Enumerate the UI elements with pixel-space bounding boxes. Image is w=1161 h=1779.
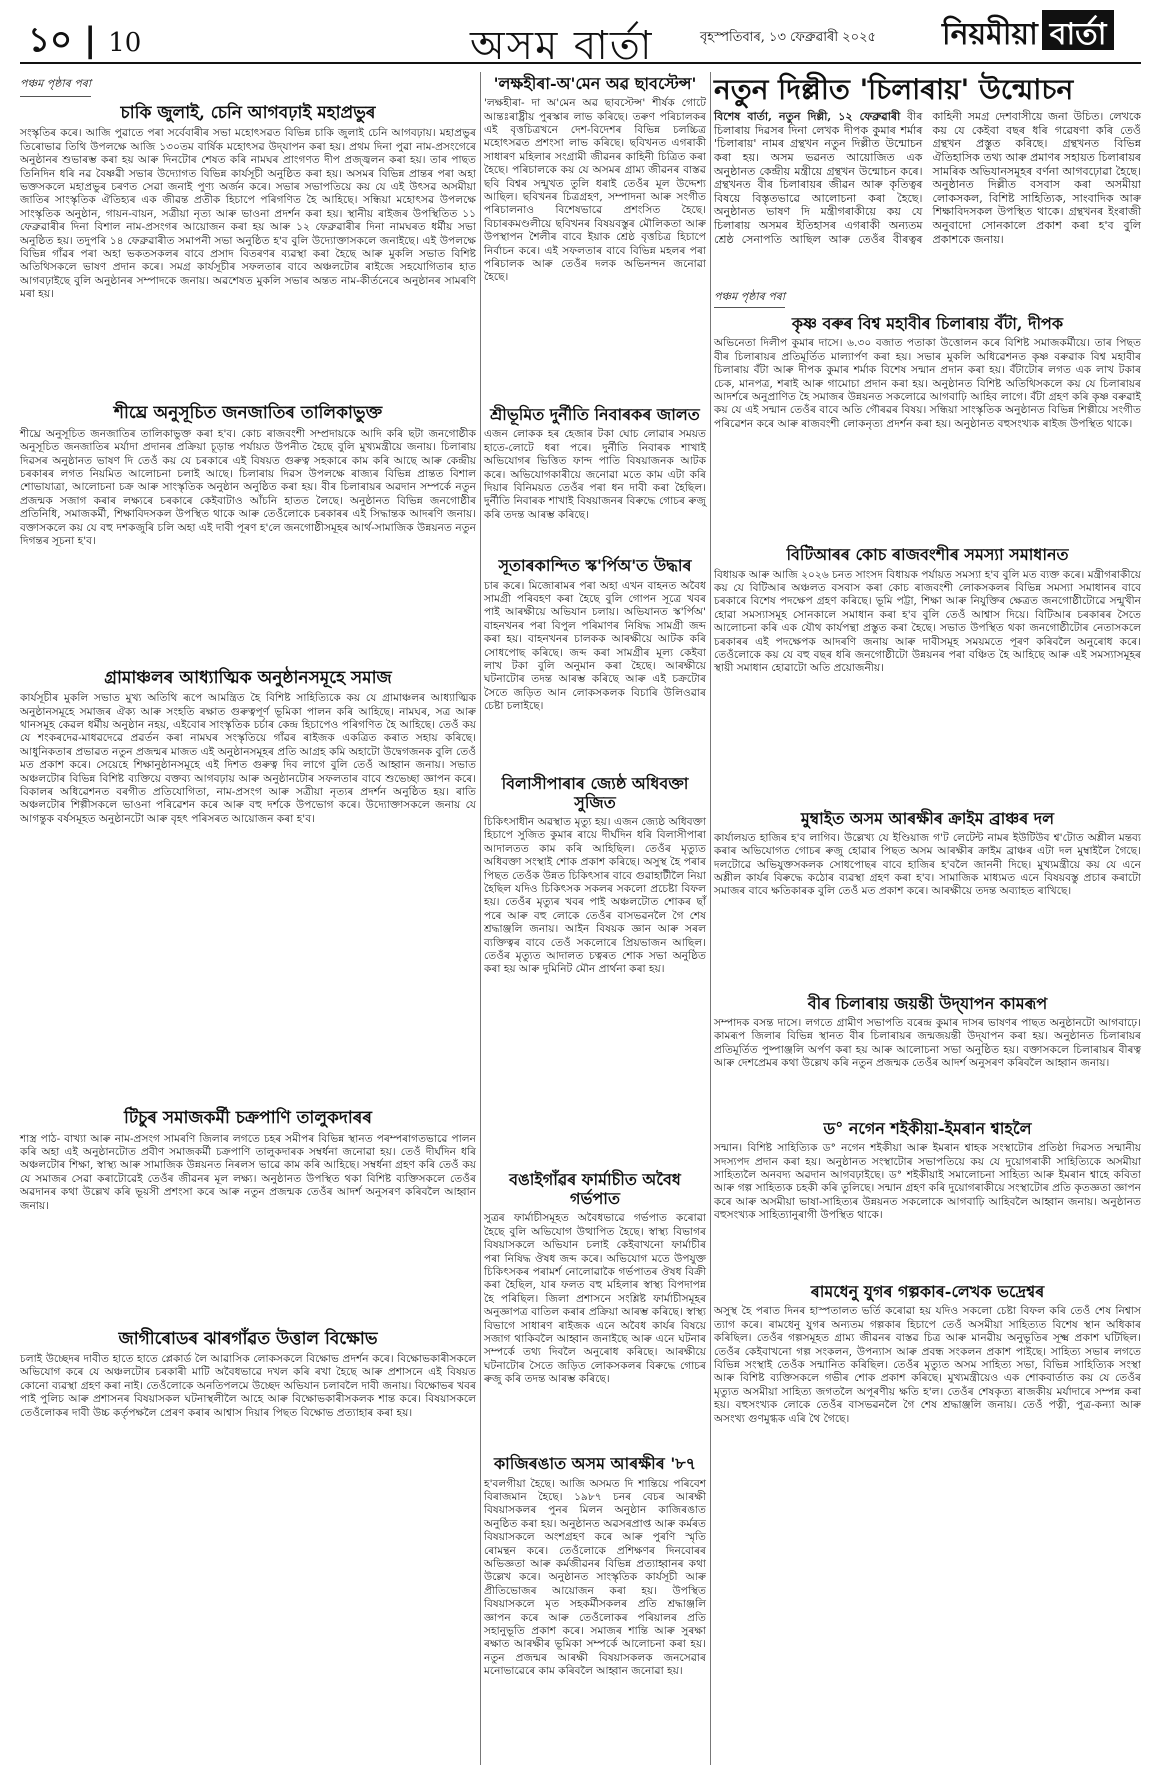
column-divider: [480, 72, 481, 1765]
article-mumbai: [714, 809, 1141, 986]
article-body: কাৰ্যালয়ত হাজিৰ হ'ব লাগিব। উল্লেখ্য যে ইণ্ডিয়াজ গ'ট লেটেন্ট নামৰ ইউটিউব শ্ব'টোত অশ্লীল মন্তব্য কৰাৰ অভিযোগত গোচৰ ৰুজু হোৱাৰ পিছত অসম আৰক্ষীৰ ক্ৰাইম ব্ৰাঞ্চৰ এটা দল মুম্বাইলৈ গৈছে। দলটোৱে অভিযুক্তসকলক সোধপোছৰ বাবে হাজিৰ হ'বলৈ জাননী দিছে। মুখ্যমন্ত্ৰীয়ে কয় যে এনে অশ্লীল কাৰ্যৰ বিৰুদ্ধে কঠোৰ ব্যৱস্থা গ্ৰহণ কৰা হ'ব। সামাজিক মাধ্যমত এনে বিষয়বস্তু প্ৰচাৰ কৰাটো সমাজৰ বাবে ক্ষতিকাৰক বুলি তেওঁ মত প্ৰকাশ কৰে। আৰক্ষীয়ে তদন্ত অব্যাহত ৰাখিছে।: [714, 831, 1141, 898]
dateline: বৃহস্পতিবাৰ, ১৩ ফেব্ৰুৱাৰী ২০২৫: [700, 30, 876, 45]
headline: গ্ৰামাঞ্চলৰ আধ্যাত্মিক অনুষ্ঠানসমূহে সমাজ: [104, 667, 392, 688]
article-lead-chilarai: [714, 74, 1141, 276]
section-title: অসম বাৰ্তা: [470, 23, 654, 69]
article-body: 'লক্ষহীৰা- দা অ'মেন অৱ ছাবস্টেন্স' শীৰ্ষক গোটে আন্তঃৰাষ্ট্ৰীয় পুৰস্কাৰ লাভ কৰিছে। তৰুণ পৰিচালকৰ এই বৃত্তচিত্ৰখনে দেশ-বিদেশৰ বিভিন্ন চলচ্চিত্ৰ মহোৎসৱত প্ৰশংসা লাভ কৰিছে। ছবিখনত এগৰাকী সাধাৰণ মহিলাৰ সংগ্ৰামী জীৱনৰ কাহিনী চিত্ৰিত কৰা হৈছে। পৰিচালকে কয় যে অসমৰ গ্ৰাম্য জীৱনৰ বাস্তৱ ছবি বিশ্বৰ সন্মুখত তুলি ধৰাই তেওঁৰ মূল উদ্দেশ্য আছিল। ছবিখনৰ চিত্ৰগ্ৰহণ, সম্পাদনা আৰু সংগীত পৰিচালনাও বিশেষভাৱে প্ৰশংসিত হৈছে। বিচাৰকমণ্ডলীয়ে ছবিখনৰ বিষয়বস্তুৰ মৌলিকতা আৰু উপস্থাপন শৈলীৰ বাবে ইয়াক শ্ৰেষ্ঠ বৃত্তচিত্ৰ হিচাপে নিৰ্বাচন কৰে। এই সফলতাৰ বাবে বিভিন্ন মহলৰ পৰা পৰিচালক আৰু তেওঁৰ দলক অভিনন্দন জনোৱা হৈছে।: [484, 97, 706, 284]
article-body: চিকিৎসাধীন অৱস্থাত মৃত্যু হয়। এজন জ্যেষ্ঠ অধিবক্তা হিচাপে সুজিত কুমাৰ ৰায়ে দীৰ্ঘদিন ধৰি বিলাসীপাৰা আদালতত কাম কৰি আহিছিল। তেওঁৰ মৃত্যুত অধিবক্তা সংস্থাই শোক প্ৰকাশ কৰিছে। অসুস্থ হৈ পৰাৰ পিছত তেওঁক উন্নত চিকিৎসাৰ বাবে গুৱাহাটীলৈ নিয়া হৈছিল যদিও চিকিৎসক সকলৰ সকলো প্ৰচেষ্টা বিফল হয়। তেওঁৰ মৃত্যুৰ খবৰ পাই অঞ্চলটোত শোকৰ ছাঁ পৰে আৰু বহু লোকে তেওঁৰ বাসভৱনলৈ গৈ শেষ শ্ৰদ্ধাঞ্জলি জনায়। আইন বিষয়ক জ্ঞান আৰু সৰল ব্যক্তিত্বৰ বাবে তেওঁ সকলোৰে প্ৰিয়ভাজন আছিল। তেওঁৰ মৃত্যুত আদালত চত্বৰত শোক সভা অনুষ্ঠিত কৰা হয় আৰু দুমিনিট মৌন প্ৰাৰ্থনা কৰা হয়।: [484, 815, 706, 976]
lead-body: বিশেষ বাৰ্তা, নতুন দিল্লী, ১২ ফেব্ৰুৱাৰী বীৰ চিলাৰায় দিৱসৰ দিনা লেখক দীপক কুমাৰ শৰ্মাৰ 'চিলাৰায়' নামৰ গ্ৰন্থখন নতুন দিল্লীত উন্মোচন কৰা হয়। অসম ভৱনত আয়োজিত এক অনুষ্ঠানত কেন্দ্ৰীয় মন্ত্ৰীয়ে গ্ৰন্থখন উন্মোচন কৰে। গ্ৰন্থখনত বীৰ চিলাৰায়ৰ জীৱন আৰু কৃতিত্বৰ বিষয়ে বিস্তৃতভাৱে আলোচনা কৰা হৈছে। অনুষ্ঠানত ভাষণ দি মন্ত্ৰীগৰাকীয়ে কয় যে চিলাৰায় অসমৰ ইতিহাসৰ এগৰাকী অন্যতম শ্ৰেষ্ঠ সেনাপতি আছিল আৰু তেওঁৰ বীৰত্বৰ কাহিনী সমগ্ৰ দেশবাসীয়ে জনা উচিত। লেখকে কয় যে কেইবা বছৰ ধৰি গৱেষণা কৰি তেওঁ গ্ৰন্থখন প্ৰস্তুত কৰিছে। গ্ৰন্থখনত বিভিন্ন ঐতিহাসিক তথ্য আৰু প্ৰমাণৰ সহায়ত চিলাৰায়ৰ সামৰিক অভিযানসমূহৰ বৰ্ণনা আগবঢ়োৱা হৈছে। অনুষ্ঠানত দিল্লীত বসবাস কৰা অসমীয়া লোকসকল, বিশিষ্ট সাহিত্যিক, সাংবাদিক আৰু শিক্ষাবিদসকল উপস্থিত থাকে। গ্ৰন্থখনৰ ইংৰাজী অনুবাদো সোনকালে প্ৰকাশ কৰা হ'ব বুলি প্ৰকাশকে জনায়।: [714, 110, 1141, 246]
article-body: অসুস্থ হৈ পৰাত দিনৰ হাস্পতালত ভৰ্তি কৰোৱা হয় যদিও সকলো চেষ্টা বিফল কৰি তেওঁ শেষ নিশ্বাস ত্যাগ কৰে। ৰামধেনু যুগৰ অন্যতম গল্পকাৰ হিচাপে তেওঁ অসমীয়া সাহিত্যত বিশেষ স্থান অধিকাৰ কৰিছিল। তেওঁৰ গল্পসমূহত গ্ৰাম্য জীৱনৰ বাস্তৱ চিত্ৰ আৰু মানৱীয় অনুভূতিৰ সূক্ষ্ম প্ৰকাশ ঘটিছিল। তেওঁৰ কেইবাখনো গল্প সংকলন, উপন্যাস আৰু প্ৰবন্ধ সংকলন প্ৰকাশ পাইছে। সাহিত্য সভাৰ লগতে বিভিন্ন সংস্থাই তেওঁক সন্মানিত কৰিছিল। তেওঁৰ মৃত্যুত অসম সাহিত্য সভা, বিভিন্ন সাহিত্যিক সংস্থা আৰু বিশিষ্ট ব্যক্তিসকলে গভীৰ শোক প্ৰকাশ কৰিছে। মুখ্যমন্ত্ৰীয়েও এক শোকবাৰ্তাত কয় যে তেওঁৰ মৃত্যুত অসমীয়া সাহিত্য জগতলৈ অপূৰণীয় ক্ষতি হ'ল। তেওঁৰ শেষকৃত্য ৰাজকীয় মৰ্যাদাৰে সম্পন্ন কৰা হয়। বহুসংখ্যক লোকে তেওঁৰ বাসভৱনলৈ গৈ শেষ শ্ৰদ্ধাঞ্জলি জনায়। তেওঁ পত্নী, পুত্ৰ-কন্যা আৰু অসংখ্য গুণমুগ্ধক এৰি থৈ গৈছে।: [714, 1305, 1141, 1425]
article-body: কাৰ্যসূচীৰ মুকলি সভাত মুখ্য অতিথি ৰূপে আমন্ত্ৰিত হৈ বিশিষ্ট সাহিত্যিকে কয় যে গ্ৰামাঞ্চলৰ আধ্যাত্মিক অনুষ্ঠানসমূহে সমাজৰ ঐক্য আৰু সংহতি ৰক্ষাত গুৰুত্বপূৰ্ণ ভূমিকা পালন কৰি আহিছে। নামঘৰ, সত্ৰ আৰু থানসমূহ কেৱল ধৰ্মীয় অনুষ্ঠান নহয়, এইবোৰ সাংস্কৃতিক চৰ্চাৰ কেন্দ্ৰ হিচাপেও পৰিগণিত হৈ আহিছে। তেওঁ কয় যে শংকৰদেৱ-মাধৱদেৱে প্ৰৱৰ্তন কৰা নামঘৰ সংস্কৃতিয়ে গাঁৱৰ ৰাইজক একত্ৰিত কৰাত সহায় কৰিছে। আধুনিকতাৰ প্ৰভাৱত নতুন প্ৰজন্মৰ মাজত এই অনুষ্ঠানসমূহৰ প্ৰতি আগ্ৰহ কমি অহাটো উদ্বেগজনক বুলি তেওঁ মত প্ৰকাশ কৰে। সেয়েহে শিক্ষানুষ্ঠানসমূহে এই দিশত গুৰুত্ব দিব লাগে বুলি তেওঁ আহ্বান জনায়। সভাত অঞ্চলটোৰ বিভিন্ন বিশিষ্ট ব্যক্তিয়ে বক্তব্য আগবঢ়ায় আৰু অনুষ্ঠানটোৰ সফলতাৰ বাবে শুভেচ্ছা জ্ঞাপন কৰে। বিকালৰ অধিৱেশনত বৰগীত প্ৰতিযোগিতা, নাম-প্ৰসংগ আৰু সত্ৰীয়া নৃত্যৰ প্ৰদৰ্শন অনুষ্ঠিত হয়। ৰাতি অঞ্চলটোৰ শিল্পীসকলে ভাওনা পৰিৱেশন কৰে আৰু বহু দৰ্শকে উপভোগ কৰে। উদ্যোক্তাসকলে জনায় যে আগন্তুক বৰ্ষসমূহত অনুষ্ঠানটো আৰু বৃহৎ পৰিসৰত আয়োজন কৰা হ'ব।: [20, 692, 476, 825]
article-body: এজন লোকক হৰ হেজাৰ টকা ঘোচ লোৱাৰ সময়ত হাতে-লোটে ধৰা পৰে। দুৰ্নীতি নিবাৰক শাখাই অভিযোগৰ ভিত্তিত ফান্দ পাতি বিষয়াজনক আটক কৰে। অভিযোগকাৰীয়ে জনোৱা মতে কাম এটা কৰি দিয়াৰ বিনিময়ত তেওঁৰ পৰা ধন দাবী কৰা হৈছিল। দুৰ্নীতি নিবাৰক শাখাই বিষয়াজনৰ বিৰুদ্ধে গোচৰ ৰুজু কৰি তদন্ত আৰম্ভ কৰিছে।: [484, 428, 706, 521]
continued-label: পঞ্চম পৃষ্ঠাৰ পৰা: [714, 288, 785, 308]
article-mahaprabhu: [20, 72, 476, 395]
headline: কাজিৰঙাত অসম আৰক্ষীৰ '৮৭: [493, 1454, 697, 1474]
byline: বিশেষ বাৰ্তা, নতুন দিল্লী, ১২ ফেব্ৰুৱাৰী: [714, 110, 901, 124]
headline: শ্ৰীভূমিত দুৰ্নীতি নিবাৰকৰ জালত: [490, 405, 700, 425]
article-lakshahira: [484, 74, 706, 397]
article-rural-spiritual: [20, 668, 476, 1100]
headline: বীৰ চিলাৰায় জয়ন্তী উদ্‌যাপন কামৰূপ: [807, 993, 1048, 1013]
column-left: [20, 72, 476, 1509]
article-chakrapani: [20, 1108, 476, 1320]
newspaper-logo: নিয়মীয়া বাৰ্তা: [938, 10, 1114, 50]
article-body: হ'বলগীয়া হৈছে। আজি অসমত দি শান্তিয়ে পৰিবেশ বিৰাজমান হৈছে। ১৯৮৭ চনৰ বেচৰ আৰক্ষী বিষয়াসকলৰ পুনৰ মিলন অনুষ্ঠান কাজিৰঙাত অনুষ্ঠিত কৰা হয়। অনুষ্ঠানত অৱসৰপ্ৰাপ্ত আৰু কৰ্মৰত বিষয়াসকলে অংশগ্ৰহণ কৰে আৰু পুৰণি স্মৃতি ৰোমন্থন কৰে। তেওঁলোকে প্ৰশিক্ষণৰ দিনবোৰৰ অভিজ্ঞতা আৰু কৰ্মজীৱনৰ বিভিন্ন প্ৰত্যাহ্বানৰ কথা উল্লেখ কৰে। অনুষ্ঠানত সাংস্কৃতিক কাৰ্যসূচী আৰু প্ৰীতিভোজৰ আয়োজন কৰা হয়। উপস্থিত বিষয়াসকলে মৃত সহকৰ্মীসকলৰ প্ৰতি শ্ৰদ্ধাঞ্জলি জ্ঞাপন কৰে আৰু তেওঁলোকৰ পৰিয়ালৰ প্ৰতি সহানুভূতি প্ৰকাশ কৰে। সমাজৰ শান্তি আৰু সুৰক্ষা ৰক্ষাত আৰক্ষীৰ ভূমিকা সম্পৰ্কে আলোচনা কৰা হয়। নতুন প্ৰজন্মৰ আৰক্ষী বিষয়াসকলক জনসেৱাৰ মনোভাৱেৰে কাম কৰিবলৈ আহ্বান জনোৱা হয়।: [484, 1477, 706, 1678]
article-sutarkandi: [484, 556, 706, 765]
headline: বঙাইগাঁৱৰ ফাৰ্মাচীত অবৈধ গৰ্ভপাত: [509, 1169, 681, 1209]
masthead-rule: [20, 62, 1141, 64]
article-krishna-barua: [714, 314, 1141, 537]
article-body: চাৰ কৰে। মিজোৰামৰ পৰা অহা এখন বাহনত অবৈধ সামগ্ৰী পৰিবহণ কৰা হৈছে বুলি গোপন সূত্ৰে খবৰ পাই আৰক্ষীয়ে অভিযান চলায়। অভিযানত স্ক'ৰ্পিঅ' বাহনখনৰ পৰা বিপুল পৰিমাণৰ নিষিদ্ধ সামগ্ৰী জব্দ কৰা হয়। বাহনখনৰ চালকক আৰক্ষীয়ে আটক কৰি সোধপোছ কৰিছে। জব্দ কৰা সামগ্ৰীৰ মূল্য কেইবা লাখ টকা বুলি অনুমান কৰা হৈছে। আৰক্ষীয়ে ঘটনাটোৰ তদন্ত আৰম্ভ কৰিছে আৰু এই চক্ৰটোৰ সৈতে জড়িত আন লোকসকলক বিচাৰি উলিওৱাৰ চেষ্টা চলাইছে।: [484, 579, 706, 713]
page-number: ১০ | 10: [28, 20, 142, 60]
column-right: [714, 72, 1141, 1639]
headline: জাগীৰোডৰ ঝাৰগাঁৱত উত্তাল বিক্ষোভ: [118, 1328, 378, 1349]
headline: ৰামধেনু যুগৰ গল্পকাৰ-লেখক ভদ্ৰেশ্বৰ: [810, 1282, 1045, 1302]
article-body: চলাই উচ্ছেদৰ দাবীত হাতে হাতে প্লেকাৰ্ড লৈ আৱাসিক লোকসকলে বিক্ষোভ প্ৰদৰ্শন কৰে। বিক্ষোভকাৰীসকলে অভিযোগ কৰে যে অঞ্চলটোৰ চৰকাৰী মাটি অবৈধভাৱে দখল কৰি ৰখা হৈছে আৰু প্ৰশাসনে এই বিষয়ত কোনো ব্যৱস্থা গ্ৰহণ কৰা নাই। তেওঁলোকে অনতিপলমে উচ্ছেদ অভিযান চলাবলৈ দাবী জনায়। বিক্ষোভৰ খবৰ পাই পুলিচ আৰু প্ৰশাসনৰ বিষয়াসকল ঘটনাস্থলীলৈ আহে আৰু বিক্ষোভকাৰীসকলক শান্ত কৰে। বিষয়াসকলে তেওঁলোকৰ দাবী উচ্চ কৰ্তৃপক্ষলৈ প্ৰেৰণ কৰাৰ আশ্বাস দিয়াৰ পিছত বিক্ষোভ প্ৰত্যাহাৰ কৰা হয়।: [20, 1352, 476, 1419]
article-body: সম্পাদক বসন্ত দাসে। লগতে গ্ৰামীণ সভাপতি বৰেন্দ্ৰ কুমাৰ দাসৰ ভাষণৰ পাছত অনুষ্ঠানটো আগবাঢ়ে। কামৰূপ জিলাৰ বিভিন্ন স্থানত বীৰ চিলাৰায়ৰ জন্মজয়ন্তী উদ্‌যাপন কৰা হয়। অনুষ্ঠানত চিলাৰায়ৰ প্ৰতিমূৰ্তিত পুষ্পাঞ্জলি অৰ্পণ কৰা হয় আৰু আলোচনা সভা অনুষ্ঠিত হয়। বক্তাসকলে চিলাৰায়ৰ বীৰত্ব আৰু দেশপ্ৰেমৰ কথা উল্লেখ কৰি নতুন প্ৰজন্মক তেওঁৰ আদৰ্শ অনুসৰণ কৰিবলৈ আহ্বান জনায়।: [714, 1016, 1141, 1070]
headline: শীঘ্ৰে অনুসূচিত জনজাতিৰ তালিকাভুক্ত: [113, 403, 383, 424]
headline: বিলাসীপাৰাৰ জ্যেষ্ঠ অধিবক্তা সুজিত: [501, 773, 689, 812]
article-btr: [714, 545, 1141, 800]
headline: 'লক্ষহীৰা-অ'মেন অৱ ছাবস্টেন্স': [493, 74, 697, 93]
masthead: [0, 0, 1161, 69]
headline: চাকি জুলাই, চেনি আগবঢ়াই মহাপ্ৰভুৰ: [120, 103, 376, 123]
article-body: শাস্ত্ৰ পাঠ- বাখ্যা আৰু নাম-প্ৰসংগ সামৰণি জিলাৰ লগতে চহৰ সমীপৰ বিভিন্ন স্থানত পৰম্পৰাগতভাৱে পালন কৰি অহা এই অনুষ্ঠানটোত প্ৰবীণ সমাজকৰ্মী চক্ৰপাণি তালুকদাৰক সম্বৰ্ধনা জনোৱা হয়। তেওঁ দীৰ্ঘদিন ধৰি অঞ্চলটোৰ শিক্ষা, স্বাস্থ্য আৰু সামাজিক উন্নয়নত নিৰলস ভাৱে কাম কৰি আহিছে। সম্বৰ্ধনা গ্ৰহণ কৰি তেওঁ কয় যে সমাজৰ সেৱা কৰাটোৱেই তেওঁৰ জীৱনৰ মূল লক্ষ্য। অনুষ্ঠানত উপস্থিত থকা বিশিষ্ট ব্যক্তিসকলে তেওঁৰ অৱদানৰ কথা উল্লেখ কৰি ভূয়সী প্ৰশংসা কৰে আৰু নতুন প্ৰজন্মক তেওঁৰ আদৰ্শ অনুসৰণ কৰিবলৈ আহ্বান জনায়।: [20, 1132, 476, 1212]
continued-label: পঞ্চম পৃষ্ঠাৰ পৰা: [20, 75, 91, 97]
column-middle: [484, 72, 706, 1678]
article-sribhumi: [484, 405, 706, 548]
article-body: সংস্কৃতিৰ কৰে। আজি পুৱাতে পৰা সৰ্বেবাৰীৰ সভা মহোৎসৱত বিভিন্ন চাকি জুলাই চেনি আগবঢ়ায়। মহাপ্ৰভুৰ তিৰোভাৱ তিথি উপলক্ষে আজি ১৩০তম বাৰ্ষিক মহোৎসৱ উদ্‌যাপন কৰা হয়। প্ৰথম দিনা পুৱা নাম-প্ৰসংগেৰে অনুষ্ঠানৰ শুভাৰম্ভ কৰা হয় আৰু দিনটোৰ শেষত কৰি নামঘৰ প্ৰাংগণত দীপ প্ৰজ্জ্বলন কৰা হয়। তাৰ পাছত তিনিদিন ধৰি নৱ বৈষ্ণৱী সভাৰ উদ্যোগত বিভিন্ন কাৰ্যসূচী অনুষ্ঠিত কৰা হয়। অসমৰ বিভিন্ন প্ৰান্তৰ পৰা অহা ভক্তসকলে মহাপ্ৰভুৰ চৰণত সেৱা জনাই পুণ্য অৰ্জন কৰে। সভাৰ সভাপতিয়ে কয় যে এই উৎসৱ অসমীয়া জাতিৰ সাংস্কৃতিক ঐতিহ্যৰ এক জীৱন্ত প্ৰতীক হিচাপে পৰিগণিত হৈ আহিছে। সন্ধিয়া মহোৎসৱ উপলক্ষে সাংস্কৃতিক অনুষ্ঠান, গায়ন-বায়ন, সত্ৰীয়া নৃত্য আৰু ভাওনা প্ৰদৰ্শন কৰা হয়। স্থানীয় ৰাইজৰ উপস্থিতিত ১১ ফেব্ৰুৱাৰীৰ দিনা বিশাল নাম-প্ৰসংগৰ আয়োজন কৰা হয় আৰু ১২ ফেব্ৰুৱাৰীৰ দিনা নামঘৰত ধৰ্মীয় সভা অনুষ্ঠিত হয়। তদুপৰি ১৪ ফেব্ৰুৱাৰীত সমাপনী সভা অনুষ্ঠিত হ'ব বুলি উদ্যোক্তাসকলে জনাইছে। এই উপলক্ষে বিভিন্ন গাঁৱৰ পৰা অহা ভকতসকলৰ বাবে প্ৰসাদ বিতৰণৰ ব্যৱস্থা কৰা হৈছে আৰু মুকলি সভাত বিশিষ্ট অতিথিসকলে ভাষণ প্ৰদান কৰে। সমগ্ৰ কাৰ্যসূচীৰ সফলতাৰ বাবে অঞ্চলটোৰ ৰাইজে সহযোগিতাৰ হাত আগবঢ়াইছে বুলি অনুষ্ঠানৰ সম্পাদকে জনায়। অৱশেষত মুকলি সভাৰ অন্তত নাম-কীৰ্তনেৰে অনুষ্ঠানৰ সামৰণি মৰা হয়।: [20, 127, 476, 301]
headline: কৃষ্ণ বৰুৰ বিশ্ব মহাবীৰ চিলাৰায় বঁটা, দীপক: [791, 314, 1064, 334]
headline: ড° নগেন শইকীয়া-ইমৰান শ্বাহলৈ: [823, 1118, 1032, 1138]
article-st-list: [20, 403, 476, 659]
article-body: সন্মান। বিশিষ্ট সাহিত্যিক ড° নগেন শইকীয়া আৰু ইমৰান শ্বাহক সংস্থাটোৰ প্ৰতিষ্ঠা দিৱসত সন্মানীয় সদস্যপদ প্ৰদান কৰা হয়। অনুষ্ঠানত সংস্থাটোৰ সভাপতিয়ে কয় যে দুয়োগৰাকী সাহিত্যিকে অসমীয়া সাহিত্যলৈ অনবদ্য অৱদান আগবঢ়াইছে। ড° শইকীয়াই সমালোচনা সাহিত্য আৰু ইমৰান শ্বাহে কবিতা আৰু গল্প সাহিত্যক চহকী কৰি তুলিছে। সন্মান গ্ৰহণ কৰি দুয়োগৰাকীয়ে সংস্থাটোৰ প্ৰতি কৃতজ্ঞতা জ্ঞাপন কৰে আৰু অসমীয়া ভাষা-সাহিত্যৰ উন্নয়নত সকলোকে আগবাঢ়ি আহিবলৈ আহ্বান জনায়। অনুষ্ঠানত বহুসংখ্যক সাহিত্যানুৰাগী উপস্থিত থাকে।: [714, 1142, 1141, 1222]
article-body: শীঘ্ৰে অনুসূচিত জনজাতিৰ তালিকাভুক্ত কৰা হ'ব। কোচ ৰাজবংশী সম্প্ৰদায়কে আদি কৰি ছটা জনগোষ্ঠীক অনুসূচিত জনজাতিৰ মৰ্যাদা প্ৰদানৰ প্ৰক্ৰিয়া চূড়ান্ত পৰ্যায়ত উপনীত হৈছে বুলি মুখ্যমন্ত্ৰীয়ে জনায়। চিলাৰায় দিৱসৰ অনুষ্ঠানত ভাষণ দি তেওঁ কয় যে চৰকাৰে এই বিষয়ত গুৰুত্ব সহকাৰে কাম কৰি আছে আৰু কেন্দ্ৰীয় চৰকাৰৰ লগত নিয়মিত আলোচনা চলাই আছে। চিলাৰায় দিৱস উপলক্ষে ৰাজ্যৰ বিভিন্ন প্ৰান্তত বিশাল শোভাযাত্ৰা, আলোচনা চক্ৰ আৰু সাংস্কৃতিক অনুষ্ঠান অনুষ্ঠিত কৰা হয়। বীৰ চিলাৰায়ৰ অৱদান সম্পৰ্কে নতুন প্ৰজন্মক সজাগ কৰাৰ লক্ষ্যৰে চৰকাৰে কেইবাটাও আঁচনি হাতত লৈছে। অনুষ্ঠানত বিভিন্ন জনগোষ্ঠীৰ প্ৰতিনিধি, সমাজকৰ্মী, শিক্ষাবিদসকল উপস্থিত থাকে আৰু তেওঁলোকে চৰকাৰৰ এই সিদ্ধান্তক আদৰণি জনায়। বক্তাসকলে কয় যে বহু দশকজুৰি চলি অহা এই দাবী পূৰণ হ'লে জনগোষ্ঠীসমূহৰ আৰ্থ-সামাজিক উন্নয়নত নতুন দিগন্তৰ সূচনা হ'ব।: [20, 427, 476, 548]
lead-headline: নতুন দিল্লীত 'চিলাৰায়' উন্মোচন: [714, 73, 1074, 106]
column-divider: [710, 72, 711, 1765]
article-body: বিধায়ক আৰু আজি ২০২৬ চনত সাংসদ বিধায়ক পৰ্যায়ত সমস্যা হ'ব বুলি মত ব্যক্ত কৰে। মন্ত্ৰীগৰাকীয়ে কয় যে বিটিআৰ অঞ্চলত বসবাস কৰা কোচ ৰাজবংশী লোকসকলৰ বিভিন্ন সমস্যা সমাধানৰ বাবে চৰকাৰে বিশেষ পদক্ষেপ গ্ৰহণ কৰিছে। ভূমি পট্টা, শিক্ষা আৰু নিযুক্তিৰ ক্ষেত্ৰত জনগোষ্ঠীটোৱে সন্মুখীন হোৱা সমস্যাসমূহ সোনকালে সমাধান কৰা হ'ব বুলি তেওঁ আশ্বাস দিয়ে। বিটিআৰ চৰকাৰৰ সৈতে আলোচনা কৰি এক যৌথ কাৰ্যপন্থা প্ৰস্তুত কৰা হৈছে। সভাত উপস্থিত থকা জনগোষ্ঠীটোৰ নেতাসকলে চৰকাৰৰ এই পদক্ষেপক আদৰণি জনায় আৰু দাবীসমূহ সময়মতে পূৰণ কৰিবলৈ অনুৰোধ কৰে। তেওঁলোকে কয় যে বহু বছৰ ধৰি জনগোষ্ঠীটো উন্নয়নৰ পৰা বঞ্চিত হৈ আহিছে আৰু এই সমস্যাসমূহৰ স্থায়ী সমাধান হোৱাটো অতি প্ৰয়োজনীয়।: [714, 568, 1141, 675]
article-jagiroad: [20, 1329, 476, 1501]
article-bhadreswar: [714, 1282, 1141, 1631]
headline: টিচুৰ সমাজকৰ্মী চক্ৰপাণি তালুকদাৰৰ: [124, 1108, 372, 1129]
article-kamrup: [714, 994, 1141, 1111]
article-bongaigaon: [484, 1170, 706, 1446]
headline: সূতাৰকান্দিত স্ক'ৰ্পিঅ'ত উদ্ধাৰ: [498, 556, 692, 576]
headline: মুম্বাইত অসম আৰক্ষীৰ ক্ৰাইম ব্ৰাঞ্চৰ দল: [800, 808, 1055, 828]
article-body: সুত্ৰৰ ফাৰ্মাচীসমূহত অবৈধভাৱে গৰ্ভপাত কৰোৱা হৈছে বুলি অভিযোগ উত্থাপিত হৈছে। স্বাস্থ্য বিভাগৰ বিষয়াসকলে অভিযান চলাই কেইবাখনো ফাৰ্মাচীৰ পৰা নিষিদ্ধ ঔষধ জব্দ কৰে। অভিযোগ মতে উপযুক্ত চিকিৎসকৰ পৰামৰ্শ নোলোৱাকৈ গৰ্ভপাতৰ ঔষধ বিক্ৰী কৰা হৈছিল, যাৰ ফলত বহু মহিলাৰ স্বাস্থ্য বিপদাপন্ন হৈ পৰিছিল। জিলা প্ৰশাসনে সংশ্লিষ্ট ফাৰ্মাচীসমূহৰ অনুজ্ঞাপত্ৰ বাতিল কৰাৰ প্ৰক্ৰিয়া আৰম্ভ কৰিছে। স্বাস্থ্য বিভাগে সাধাৰণ ৰাইজক এনে অবৈধ কাৰ্যৰ বিষয়ে সজাগ থাকিবলৈ আহ্বান জনাইছে আৰু এনে ঘটনাৰ সম্পৰ্কে তথ্য দিবলৈ অনুৰোধ কৰিছে। আৰক্ষীয়ে ঘটনাটোৰ সৈতে জড়িত লোকসকলৰ বিৰুদ্ধে গোচৰ ৰুজু কৰি তদন্ত আৰম্ভ কৰিছে।: [484, 1212, 706, 1386]
article-body: অভিনেতা দিলীপ কুমাৰ দাসে। ৬.৩০ বজাত পতাকা উত্তোলন কৰে বিশিষ্ট সমাজকৰ্মীয়ে। তাৰ পিছত বীৰ চিলাৰায়ৰ প্ৰতিমূৰ্তিত মাল্যাৰ্পণ কৰা হয়। সভাৰ মুকলি অধিৱেশনত কৃষ্ণ বৰুৱাক বিশ্ব মহাবীৰ চিলাৰায় বঁটা আৰু দীপক কুমাৰ শৰ্মাক বিশেষ সন্মান প্ৰদান কৰা হয়। বঁটাটোৰ লগত এক লাখ টকাৰ চেক, মানপত্ৰ, শৰাই আৰু গামোচা প্ৰদান কৰা হয়। অনুষ্ঠানত বিশিষ্ট অতিথিসকলে কয় যে চিলাৰায়ৰ আদৰ্শৰে অনুপ্ৰাণিত হৈ সমাজৰ উন্নয়নত সকলোৱে আগবাঢ়ি আহিব লাগে। বঁটা গ্ৰহণ কৰি কৃষ্ণ বৰুৱাই কয় যে এই সন্মান তেওঁৰ বাবে অতি গৌৰৱৰ বিষয়। সন্ধিয়া সাংস্কৃতিক অনুষ্ঠানত বিভিন্ন শিল্পীয়ে সংগীত পৰিৱেশন কৰে আৰু ৰাজবংশী লোকনৃত্য প্ৰদৰ্শন কৰা হয়। অনুষ্ঠানত বহুসংখ্যক ৰাইজ উপস্থিত থাকে।: [714, 337, 1141, 430]
article-saikia: [714, 1119, 1141, 1274]
headline: বিটিআৰৰ কোচ ৰাজবংশীৰ সমস্যা সমাধানত: [786, 545, 1069, 565]
article-kaziranga: [484, 1454, 706, 1678]
article-bilasipara: [484, 774, 706, 1162]
